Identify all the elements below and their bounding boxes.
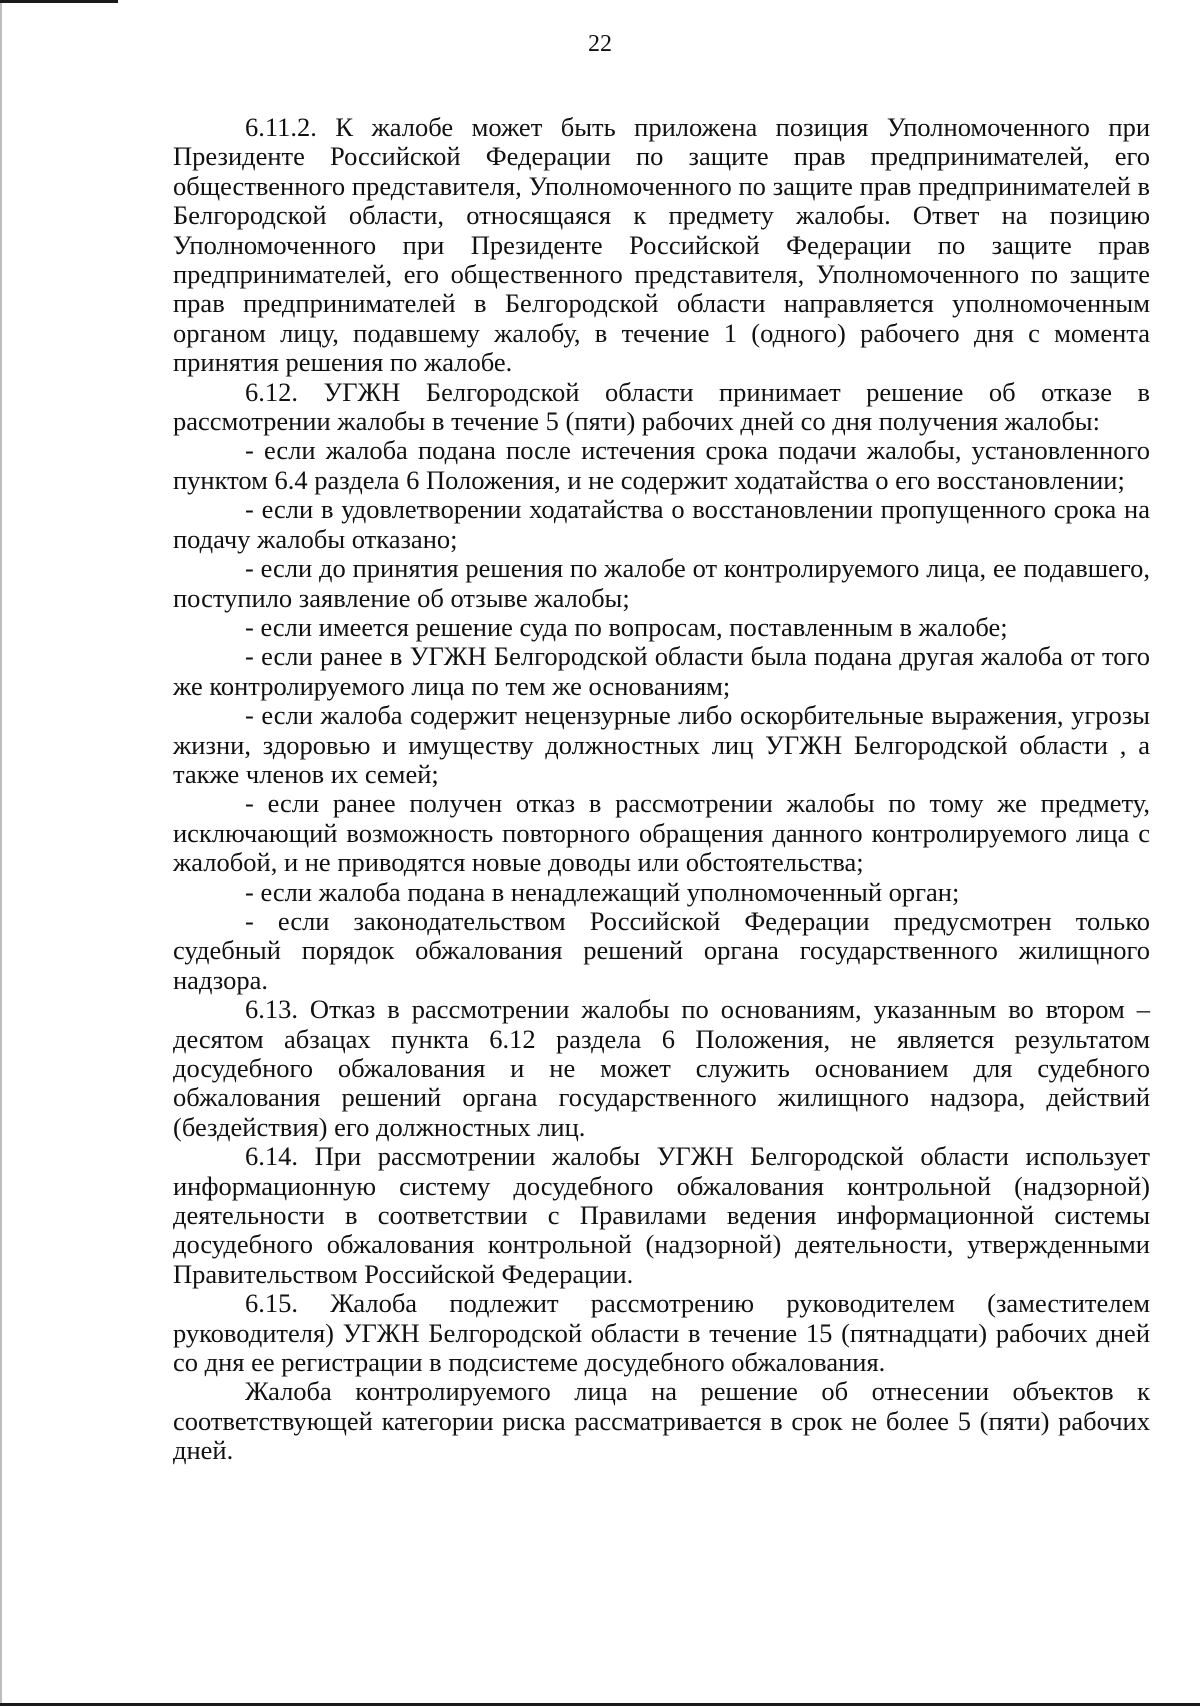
list-item-wrong-authority: - если жалоба подана в ненадлежащий уполномоченный орган; bbox=[245, 876, 960, 907]
paragraph-6-11-2: 6.11.2. К жалобе может быть приложена позиция Уполномоченного при Президенте Российской Федерации по защите прав предпринимателей, его общественного представителя, Уполномоченного по защите прав предпринимателей в Белгородской области, относящаяся к предмету жалобы. Ответ на позицию Уполномоченного при Президенте Российской Федерации по защите прав предпринимателей, его общественного представителя, Уполномоченного по защите прав предпринимателей в Белгородской области направляется уполномоченным органом лицу, подавшему жалобу, в течение 1 (одного) рабочего дня с момента принятия решения по жалобе. bbox=[173, 112, 1150, 378]
top-edge-line bbox=[0, 0, 118, 3]
document-body bbox=[173, 113, 1150, 1466]
list-item-judicial-only: - если законодательством Российской Федерации предусмотрен только судебный порядок обжалования решений органа государственного жилищного надзора. bbox=[173, 905, 1150, 995]
paragraph-6-13: 6.13. Отказ в рассмотрении жалобы по основаниям, указанным во втором – десятом абзацах пункта 6.12 раздела 6 Положения, не является результатом досудебного обжалования и не может служить основанием для судебного обжалования решений органа государственного жилищного надзора, действий (бездействия) его должностных лиц. bbox=[173, 994, 1150, 1142]
page-number: 22 bbox=[588, 31, 612, 57]
list-item-court-decision: - если имеется решение суда по вопросам, поставленным в жалобе; bbox=[245, 611, 1008, 642]
paragraph-6-12: 6.12. УГЖН Белгородской области принимает решение об отказе в рассмотрении жалобы в течение 5 (пяти) рабочих дней со дня получения жалобы: bbox=[173, 376, 1150, 437]
list-item-offensive-language: - если жалоба содержит нецензурные либо оскорбительные выражения, угрозы жизни, здоровью и имуществу должностных лиц УГЖН Белгородской области , а также членов их семей; bbox=[173, 700, 1150, 789]
list-item-duplicate-complaint: - если ранее в УГЖН Белгородской области была подана другая жалоба от того же контролируемого лица по тем же основаниям; bbox=[173, 641, 1150, 701]
paragraph-risk-category: Жалоба контролируемого лица на решение об отнесении объектов к соответствующей категории риска рассматривается в срок не более 5 (пяти) рабочих дней. bbox=[173, 1376, 1150, 1466]
list-item-deadline-expired: - если жалоба подана после истечения срока подачи жалобы, установленного пунктом 6.4 раздела 6 Положения, и не содержит ходатайства о его восстановлении; bbox=[173, 435, 1150, 495]
list-item-petition-refused: - если в удовлетворении ходатайства о восстановлении пропущенного срока на подачу жалобы отказано; bbox=[173, 494, 1150, 554]
paragraph-6-15: 6.15. Жалоба подлежит рассмотрению руководителем (заместителем руководителя) УГЖН Белгородской области в течение 15 (пятнадцати) рабочих дней со дня ее регистрации в подсистеме досудебного обжалования. bbox=[173, 1288, 1150, 1378]
list-item-withdrawal: - если до принятия решения по жалобе от контролируемого лица, ее подавшего, поступило заявление об отзыве жалобы; bbox=[173, 553, 1150, 613]
paragraph-6-14: 6.14. При рассмотрении жалобы УГЖН Белгородской области использует информационную систему досудебного обжалования контрольной (надзорной) деятельности в соответствии с Правилами ведения информационной системы досудебного обжалования контрольной (надзорной) деятельности, утвержденными Правительством Российской Федерации. bbox=[173, 1141, 1150, 1289]
list-item-prior-refusal: - если ранее получен отказ в рассмотрении жалобы по тому же предмету, исключающий возможность повторного обращения данного контролируемого лица с жалобой, и не приводятся новые доводы или обстоятельства; bbox=[173, 788, 1150, 878]
page-left-edge bbox=[0, 0, 2, 1706]
